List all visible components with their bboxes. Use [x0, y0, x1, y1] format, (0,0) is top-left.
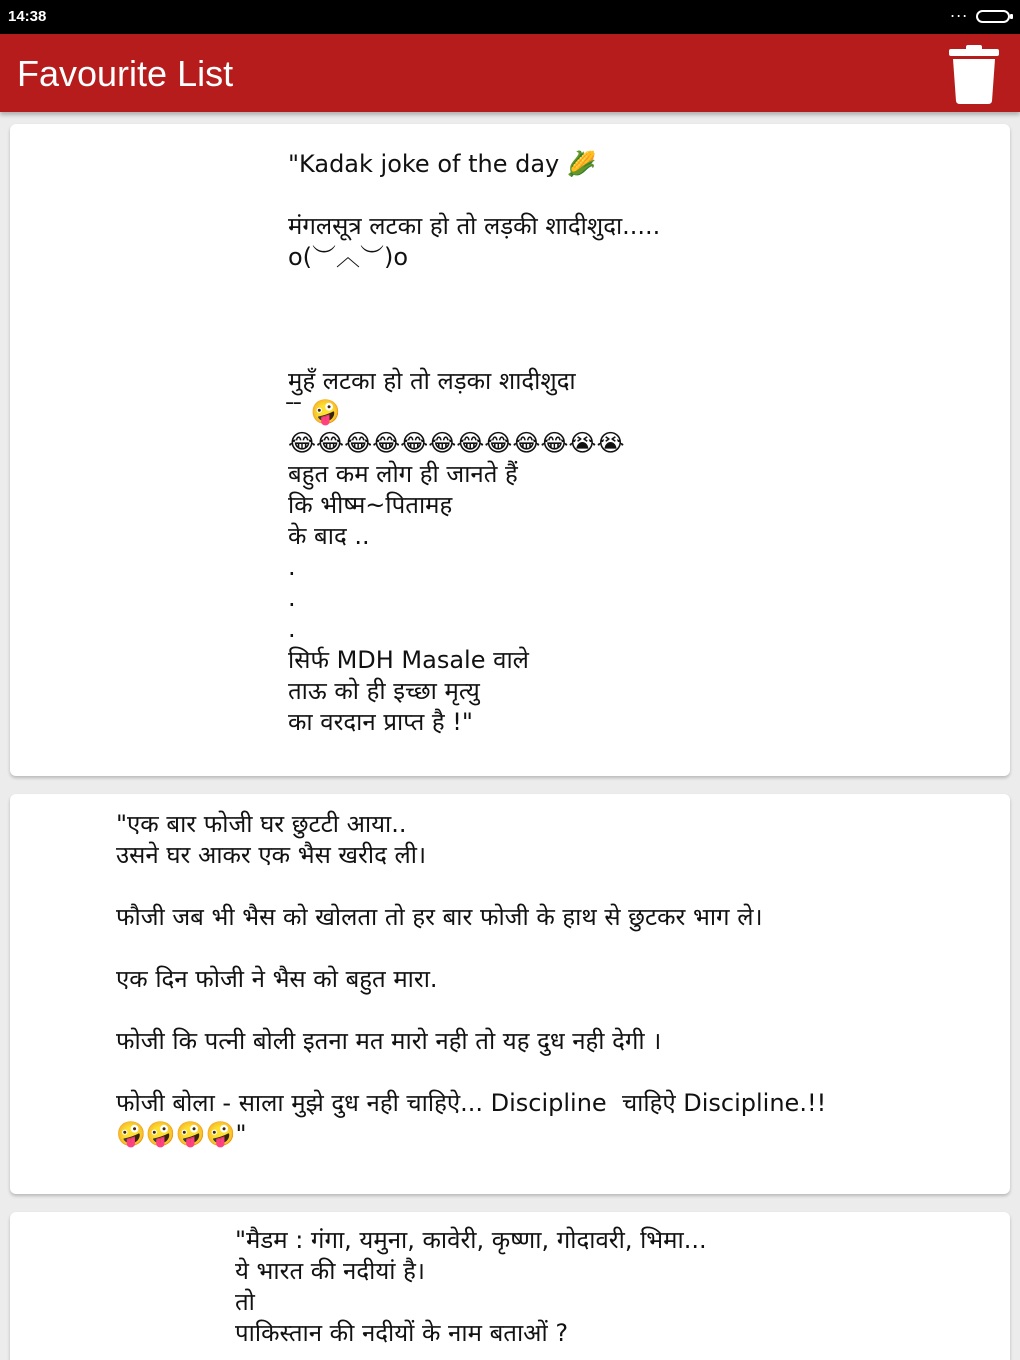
- favourite-list[interactable]: [0, 112, 1020, 1360]
- page-title: Favourite List: [17, 53, 234, 94]
- joke-text: "मैडम : गंगा, यमुना, कावेरी, कृष्णा, गोदावरी, भिमा... ये भारत की नदीयां है। तो पाकिस्तान की नदीयों के नाम बताओं ?: [235, 1226, 707, 1347]
- app-bar: [0, 34, 1020, 112]
- joke-text: "एक बार फोजी घर छुटटी आया.. उसने घर आकर एक भैस खरीद ली। फौजी जब भी भैस को खोलता तो हर बार फोजी के हाथ से छुटकर भाग ले। एक दिन फोजी ने भैस को बहुत मारा. फोजी कि पत्नी बोली इतना मत मारो नही तो यह दुध नही देगी । फोजी बोला - साला मुझे दुध नही चाहिऐ... Discipline चाहिऐ Discipline.!! 🤪🤪🤪🤪": [116, 810, 827, 1148]
- favourite-card[interactable]: [10, 124, 1010, 776]
- favourite-card[interactable]: [10, 794, 1010, 1194]
- status-bar: [0, 0, 1020, 34]
- overflow-dots-icon: ...: [950, 2, 969, 21]
- favourite-card[interactable]: [10, 1212, 1010, 1360]
- status-time: 14:38: [8, 8, 47, 25]
- delete-button[interactable]: [944, 44, 1004, 104]
- trash-icon: [944, 44, 1004, 104]
- joke-text: "Kadak joke of the day 🌽 मंगलसूत्र लटका हो तो लड़की शादीशुदा..... o(︶︿︶)o मुहँ लटका हो तो लड़का शादीशुदा ̄ ̄ 🤪 😂😂😂😂😂😂😂😂😂😂😭😭 बहुत कम लोग ही जानते हैं कि भीष्म~पितामह के बाद .. . . . सिर्फ MDH Masale वाले ताऊ को ही इच्छा मृत्यु का वरदान प्राप्त है !": [288, 150, 661, 736]
- battery-icon: [976, 10, 1010, 23]
